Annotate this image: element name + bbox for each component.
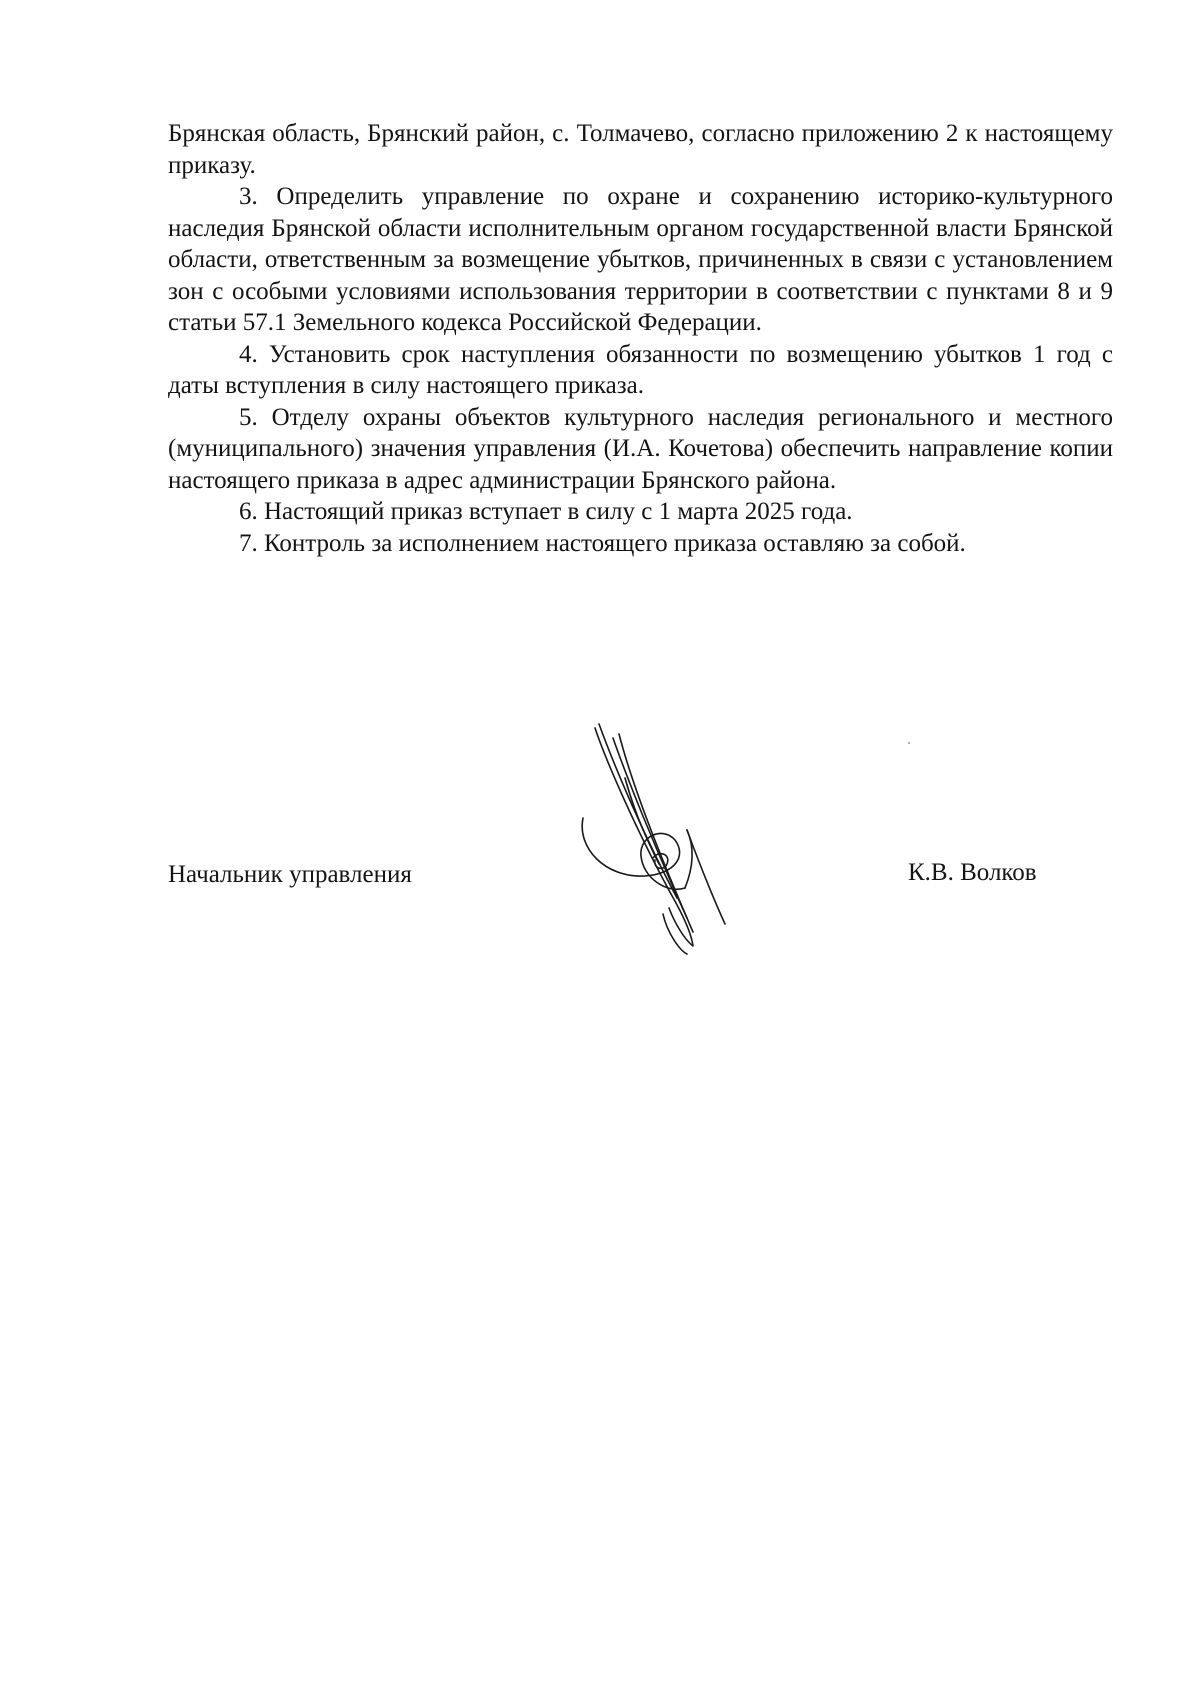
paragraph-4: 4. Установить срок наступления обязанности по возмещению убытков 1 год с даты вступления в силу настоящего приказа. xyxy=(168,340,1113,399)
handwritten-signature-icon xyxy=(575,718,745,958)
scan-artifact xyxy=(908,742,910,744)
paragraph-6: 6. Настоящий приказ вступает в силу с 1 марта 2025 года. xyxy=(239,498,853,525)
paragraph-3: 3. Определить управление по охране и сохранению историко-культурного наследия Брянской области исполнительным органом государственной власти Брянской области, ответственным за возмещение убытков, причиненных в связи с установлением зон с особыми условиями использования территории в соответствии с пунктами 8 и 9 статьи 57.1 Земельного кодекса Российской Федерации. xyxy=(168,183,1113,336)
signatory-position: Начальник управления xyxy=(168,861,412,888)
paragraph-5: 5. Отделу охраны объектов культурного наследия регионального и местного (муниципального) значения управления (И.А. Кочетова) обеспечить направление копии настоящего приказа в адрес администрации Брянского района. xyxy=(168,403,1113,494)
document-body xyxy=(168,118,1113,559)
paragraph-continuation: Брянская область, Брянский район, с. Толмачево, согласно приложению 2 к настоящему приказу. xyxy=(168,120,1113,179)
paragraph-7: 7. Контроль за исполнением настоящего приказа оставляю за собой. xyxy=(239,529,966,557)
signatory-name: К.В. Волков xyxy=(908,859,1037,886)
